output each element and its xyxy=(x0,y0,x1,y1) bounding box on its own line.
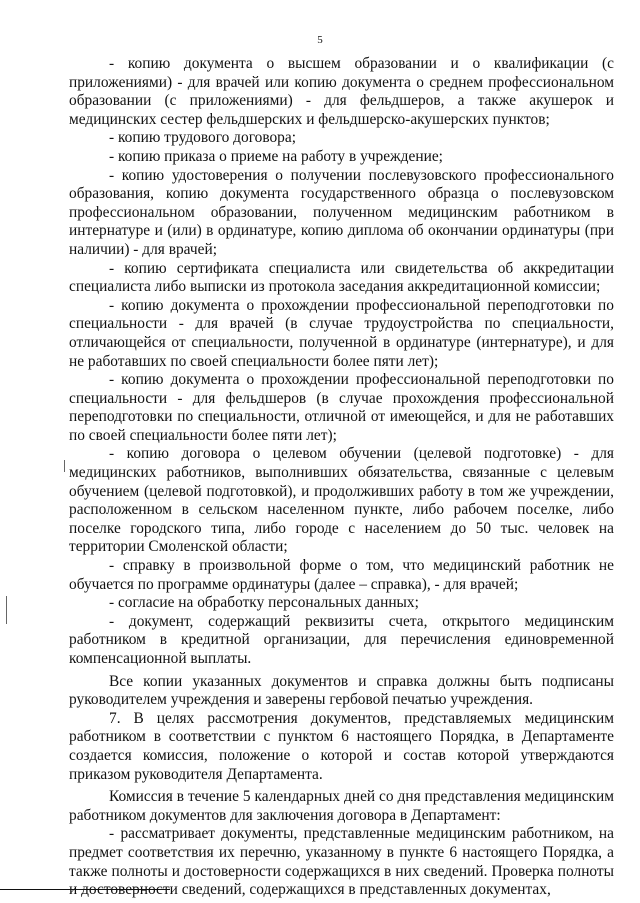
paragraph-employment-contract-copy: - копию трудового договора; xyxy=(109,129,296,147)
paragraph-bank-account-details: - документ, содержащий реквизиты счета, открытого медицинским работником в кредитной организации, для перечисления единовременной компенсационной выплаты. xyxy=(69,612,614,667)
paragraph-postgraduate-certificate-copy: - копию удостоверения о получении послевузовского профессионального образования, копию документа государственного образца о послевузовском профессиональном образовании, полученном медицинским работником в интернатуре и (или) в ординатуре, копию диплома об окончании ординатуры (при наличии) - для врачей; xyxy=(69,166,614,258)
paragraph-higher-education-copy: - копию документа о высшем образовании и о квалификации (с приложениями) - для врачей или копию документа о среднем профессиональном образовании (с приложениями) - для фельдшеров, а также акушерок и медицинских сестер фельдшерских и фельдшерско-акушерских пунктов; xyxy=(69,55,614,128)
scan-margin-mark xyxy=(6,596,7,624)
paragraph-copies-signed: Все копии указанных документов и справка должны быть подписаны руководителем учреждения и заверены гербовой печатью учреждения. xyxy=(69,672,614,709)
page-number: 5 xyxy=(317,34,323,46)
paragraph-retraining-paramedics: - копию документа о прохождении профессиональной переподготовки по специальности - для фельдшеров (в случае прохождения профессиональной переподготовки по специальности, отличной от имеющейся, и для не работавших по своей специальности более пяти лет); xyxy=(69,371,614,444)
footer-rule xyxy=(0,889,170,890)
paragraph-personal-data-consent: - согласие на обработку персональных данных; xyxy=(109,594,419,612)
paragraph-specialist-certificate-copy: - копию сертификата специалиста или свидетельства об аккредитации специалиста либо выписки из протокола заседания аккредитационной комиссии; xyxy=(69,259,614,296)
paragraph-clause-7: 7. В целях рассмотрения документов, представляемых медицинским работником в соответствии с пунктом 6 настоящего Порядка, в Департаменте создается комиссия, положение о которой и состав которой утверждаются приказом руководителя Департамента. xyxy=(69,709,614,783)
paragraph-targeted-training-contract: - копию договора о целевом обучении (целевой подготовке) - для медицинских работников, выполнивших обязательства, связанные с целевым обучением (целевой подготовкой), и продолживших работу в том же учреждении, расположенном в сельском населенном пункте, либо рабочем поселке, либо поселке городского типа, либо городе с населением до 50 тыс. человек на территории Смоленской области; xyxy=(69,445,614,556)
paragraph-commission-checks: - рассматривает документы, представленные медицинским работником, на предмет соответствия их перечню, указанному в пункте 6 настоящего Порядка, а также полноты и достоверности содержащихся в них сведений. Проверка полноты и достоверности сведений, содержащихся в представленных документах, xyxy=(69,825,614,899)
paragraph-retraining-doctors: - копию документа о прохождении профессиональной переподготовки по специальности - для врачей (в случае трудоустройства по специальности, отличающейся от специальности, полученной в ординатуре (интернатуре), и для не работавших по своей специальности более пяти лет); xyxy=(69,296,614,370)
paragraph-commission-review: Комиссия в течение 5 календарных дней со дня представления медицинским работником документов для заключения договора в Департамент: xyxy=(69,788,614,824)
document-body xyxy=(69,55,614,900)
paragraph-hiring-order-copy: - копию приказа о приеме на работу в учреждение; xyxy=(109,147,443,165)
paragraph-residency-certificate: - справку в произвольной форме о том, что медицинский работник не обучается по программе ординатуры (далее – справка), - для врачей; xyxy=(69,557,614,593)
scan-margin-mark xyxy=(64,460,65,472)
